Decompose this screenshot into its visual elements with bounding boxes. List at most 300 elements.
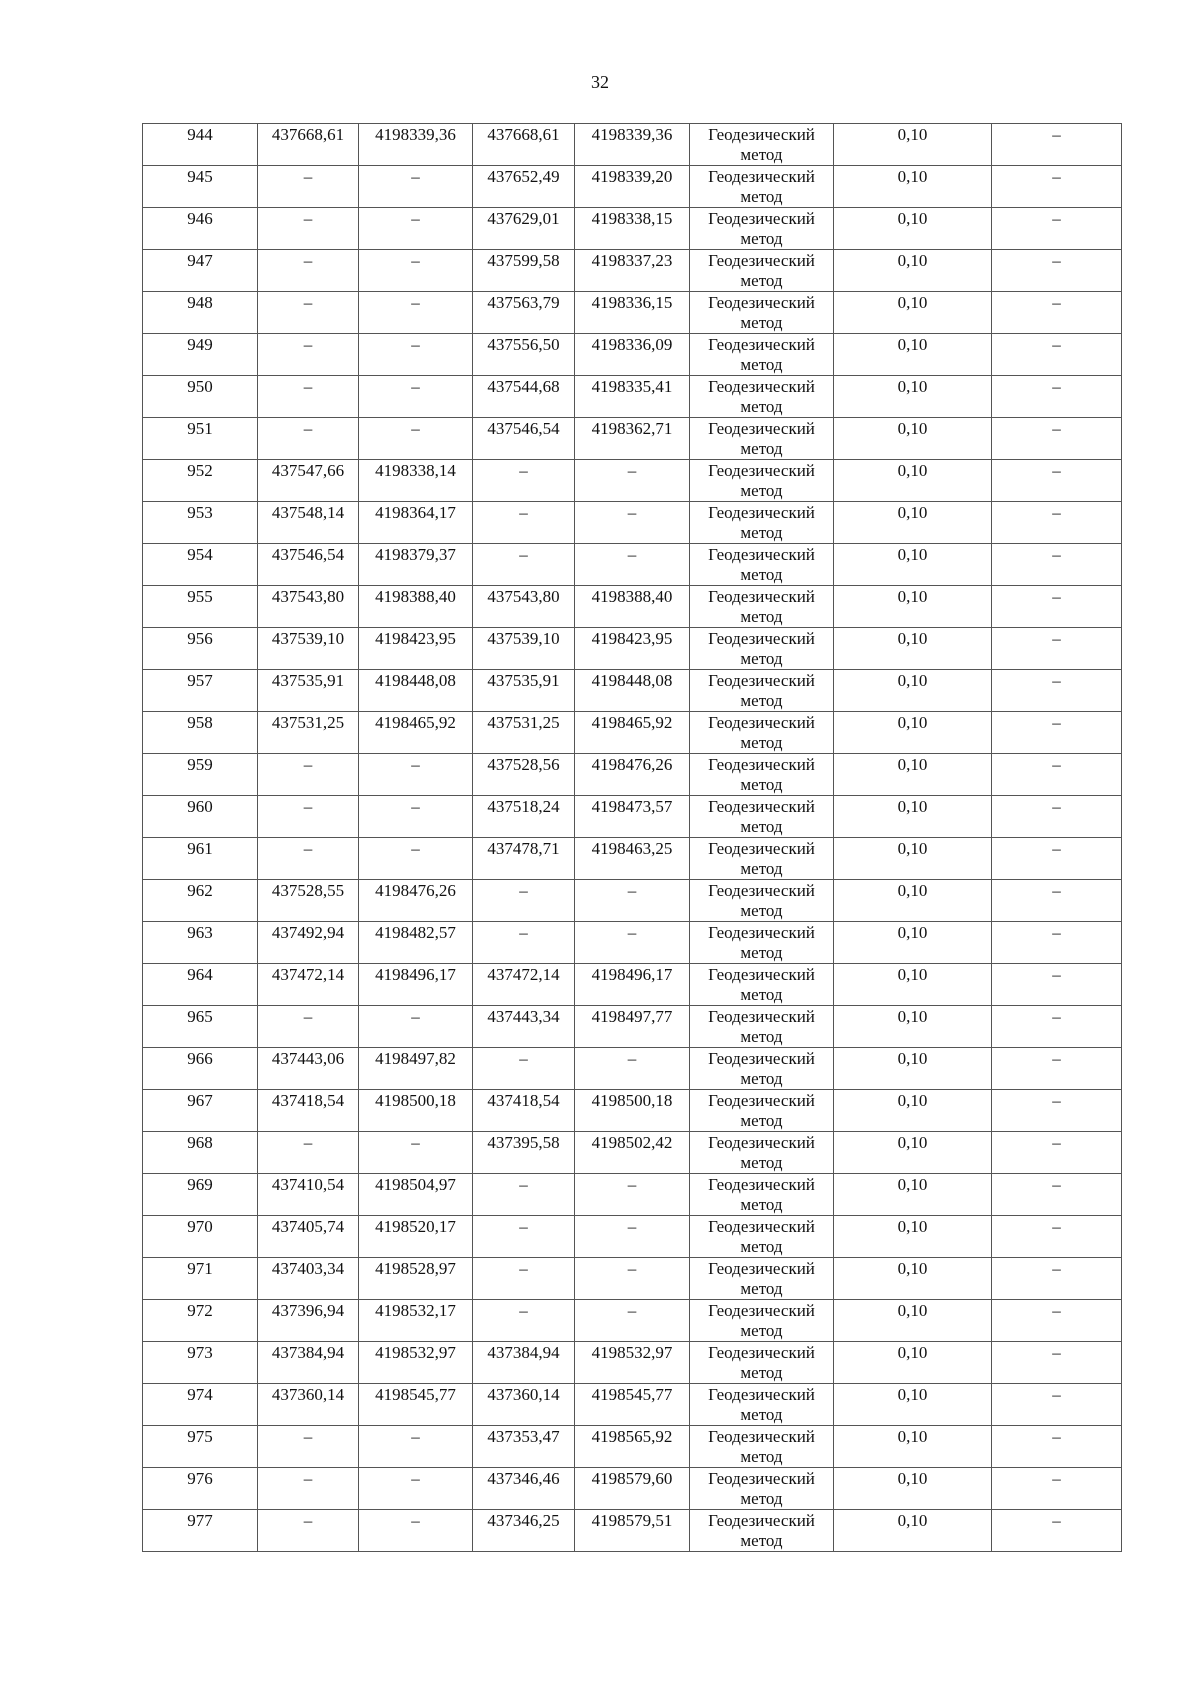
- cell-x-new: 437360,14: [473, 1384, 575, 1426]
- cell-y-old: 4198532,17: [359, 1300, 473, 1342]
- cell-x-new: –: [473, 1174, 575, 1216]
- cell-method: Геодезический метод: [690, 1510, 834, 1552]
- cell-x-old: –: [258, 1426, 359, 1468]
- cell-y-new: –: [575, 460, 690, 502]
- cell-x-new: 437346,25: [473, 1510, 575, 1552]
- cell-y-new: –: [575, 502, 690, 544]
- cell-accuracy: 0,10: [834, 376, 992, 418]
- cell-y-new: 4198339,20: [575, 166, 690, 208]
- cell-x-old: –: [258, 838, 359, 880]
- cell-method: Геодезический метод: [690, 1426, 834, 1468]
- cell-method: Геодезический метод: [690, 670, 834, 712]
- cell-x-old: –: [258, 334, 359, 376]
- cell-x-old: –: [258, 1006, 359, 1048]
- cell-x-old: 437531,25: [258, 712, 359, 754]
- cell-y-old: –: [359, 1426, 473, 1468]
- cell-x-new: –: [473, 1216, 575, 1258]
- cell-y-new: 4198448,08: [575, 670, 690, 712]
- cell-x-new: 437384,94: [473, 1342, 575, 1384]
- table-row: [143, 250, 1122, 292]
- cell-accuracy: 0,10: [834, 712, 992, 754]
- table-row: [143, 1090, 1122, 1132]
- table-row: [143, 796, 1122, 838]
- cell-x-new: 437478,71: [473, 838, 575, 880]
- cell-y-old: 4198496,17: [359, 964, 473, 1006]
- cell-y-old: 4198500,18: [359, 1090, 473, 1132]
- cell-accuracy: 0,10: [834, 1132, 992, 1174]
- cell-accuracy: 0,10: [834, 1174, 992, 1216]
- table-row: [143, 1174, 1122, 1216]
- cell-accuracy: 0,10: [834, 250, 992, 292]
- cell-x-old: 437403,34: [258, 1258, 359, 1300]
- table-row: [143, 1300, 1122, 1342]
- cell-point-number: 953: [143, 502, 258, 544]
- table-row: [143, 1342, 1122, 1384]
- cell-y-new: 4198465,92: [575, 712, 690, 754]
- table-row: [143, 1468, 1122, 1510]
- cell-note: –: [992, 1174, 1122, 1216]
- cell-y-new: 4198362,71: [575, 418, 690, 460]
- cell-y-old: –: [359, 1510, 473, 1552]
- table-row: [143, 292, 1122, 334]
- cell-accuracy: 0,10: [834, 838, 992, 880]
- cell-method: Геодезический метод: [690, 880, 834, 922]
- cell-x-old: 437668,61: [258, 124, 359, 166]
- table-row: [143, 712, 1122, 754]
- cell-point-number: 972: [143, 1300, 258, 1342]
- coordinates-table: [142, 123, 1122, 1552]
- cell-method: Геодезический метод: [690, 460, 834, 502]
- cell-y-new: –: [575, 1174, 690, 1216]
- cell-y-old: 4198532,97: [359, 1342, 473, 1384]
- table-row: [143, 124, 1122, 166]
- cell-y-new: 4198532,97: [575, 1342, 690, 1384]
- cell-note: –: [992, 1132, 1122, 1174]
- page-number: 32: [591, 72, 609, 92]
- cell-y-new: 4198339,36: [575, 124, 690, 166]
- cell-x-old: 437405,74: [258, 1216, 359, 1258]
- cell-accuracy: 0,10: [834, 502, 992, 544]
- cell-note: –: [992, 1384, 1122, 1426]
- cell-x-new: –: [473, 1300, 575, 1342]
- cell-point-number: 965: [143, 1006, 258, 1048]
- table-row: [143, 964, 1122, 1006]
- cell-x-old: 437548,14: [258, 502, 359, 544]
- table-row: [143, 208, 1122, 250]
- cell-y-old: 4198338,14: [359, 460, 473, 502]
- cell-x-old: –: [258, 208, 359, 250]
- cell-point-number: 950: [143, 376, 258, 418]
- cell-y-new: 4198336,15: [575, 292, 690, 334]
- cell-method: Геодезический метод: [690, 586, 834, 628]
- cell-note: –: [992, 1048, 1122, 1090]
- cell-y-old: –: [359, 1006, 473, 1048]
- cell-x-old: 437360,14: [258, 1384, 359, 1426]
- cell-note: –: [992, 208, 1122, 250]
- cell-point-number: 954: [143, 544, 258, 586]
- cell-y-old: –: [359, 376, 473, 418]
- cell-accuracy: 0,10: [834, 1342, 992, 1384]
- cell-y-old: –: [359, 166, 473, 208]
- cell-y-new: 4198565,92: [575, 1426, 690, 1468]
- table-row: [143, 922, 1122, 964]
- cell-note: –: [992, 880, 1122, 922]
- cell-y-new: 4198497,77: [575, 1006, 690, 1048]
- table-row: [143, 376, 1122, 418]
- cell-note: –: [992, 502, 1122, 544]
- cell-y-new: 4198500,18: [575, 1090, 690, 1132]
- cell-note: –: [992, 166, 1122, 208]
- cell-note: –: [992, 1468, 1122, 1510]
- cell-accuracy: 0,10: [834, 1300, 992, 1342]
- cell-x-new: 437546,54: [473, 418, 575, 460]
- table-row: [143, 628, 1122, 670]
- cell-point-number: 949: [143, 334, 258, 376]
- cell-y-old: 4198448,08: [359, 670, 473, 712]
- cell-y-new: 4198336,09: [575, 334, 690, 376]
- cell-accuracy: 0,10: [834, 1006, 992, 1048]
- cell-accuracy: 0,10: [834, 1510, 992, 1552]
- cell-note: –: [992, 838, 1122, 880]
- cell-note: –: [992, 964, 1122, 1006]
- table-row: [143, 1384, 1122, 1426]
- cell-method: Геодезический метод: [690, 922, 834, 964]
- cell-note: –: [992, 1300, 1122, 1342]
- cell-y-new: 4198473,57: [575, 796, 690, 838]
- cell-method: Геодезический метод: [690, 796, 834, 838]
- cell-method: Геодезический метод: [690, 1174, 834, 1216]
- cell-y-new: –: [575, 544, 690, 586]
- cell-x-old: –: [258, 796, 359, 838]
- cell-x-new: –: [473, 880, 575, 922]
- cell-method: Геодезический метод: [690, 250, 834, 292]
- cell-y-old: 4198423,95: [359, 628, 473, 670]
- cell-y-old: –: [359, 754, 473, 796]
- cell-point-number: 971: [143, 1258, 258, 1300]
- cell-x-new: 437563,79: [473, 292, 575, 334]
- cell-x-old: –: [258, 1510, 359, 1552]
- cell-x-old: –: [258, 250, 359, 292]
- cell-method: Геодезический метод: [690, 208, 834, 250]
- cell-y-new: 4198463,25: [575, 838, 690, 880]
- cell-point-number: 962: [143, 880, 258, 922]
- cell-accuracy: 0,10: [834, 1258, 992, 1300]
- table-row: [143, 502, 1122, 544]
- cell-y-old: 4198364,17: [359, 502, 473, 544]
- cell-method: Геодезический метод: [690, 376, 834, 418]
- cell-y-old: –: [359, 208, 473, 250]
- cell-accuracy: 0,10: [834, 1384, 992, 1426]
- cell-note: –: [992, 712, 1122, 754]
- cell-note: –: [992, 1258, 1122, 1300]
- cell-accuracy: 0,10: [834, 922, 992, 964]
- cell-y-old: 4198520,17: [359, 1216, 473, 1258]
- table-row: [143, 670, 1122, 712]
- cell-point-number: 957: [143, 670, 258, 712]
- cell-note: –: [992, 250, 1122, 292]
- cell-point-number: 975: [143, 1426, 258, 1468]
- cell-y-old: –: [359, 418, 473, 460]
- cell-y-old: 4198528,97: [359, 1258, 473, 1300]
- cell-y-old: 4198465,92: [359, 712, 473, 754]
- table-row: [143, 1426, 1122, 1468]
- cell-point-number: 946: [143, 208, 258, 250]
- cell-method: Геодезический метод: [690, 1384, 834, 1426]
- cell-x-new: 437543,80: [473, 586, 575, 628]
- cell-x-new: 437544,68: [473, 376, 575, 418]
- cell-x-new: 437539,10: [473, 628, 575, 670]
- cell-accuracy: 0,10: [834, 586, 992, 628]
- cell-y-new: 4198388,40: [575, 586, 690, 628]
- cell-x-new: 437531,25: [473, 712, 575, 754]
- cell-x-old: 437492,94: [258, 922, 359, 964]
- table-row: [143, 544, 1122, 586]
- cell-note: –: [992, 796, 1122, 838]
- cell-accuracy: 0,10: [834, 796, 992, 838]
- table-body: [143, 124, 1122, 1552]
- cell-y-new: 4198496,17: [575, 964, 690, 1006]
- cell-x-new: 437535,91: [473, 670, 575, 712]
- cell-y-old: 4198388,40: [359, 586, 473, 628]
- cell-x-new: –: [473, 544, 575, 586]
- table-row: [143, 460, 1122, 502]
- cell-accuracy: 0,10: [834, 166, 992, 208]
- cell-x-old: 437472,14: [258, 964, 359, 1006]
- cell-x-new: 437599,58: [473, 250, 575, 292]
- cell-y-old: –: [359, 1468, 473, 1510]
- cell-note: –: [992, 586, 1122, 628]
- cell-point-number: 966: [143, 1048, 258, 1090]
- cell-accuracy: 0,10: [834, 670, 992, 712]
- cell-point-number: 970: [143, 1216, 258, 1258]
- cell-y-new: 4198579,60: [575, 1468, 690, 1510]
- cell-x-old: –: [258, 292, 359, 334]
- cell-method: Геодезический метод: [690, 124, 834, 166]
- cell-point-number: 951: [143, 418, 258, 460]
- cell-note: –: [992, 124, 1122, 166]
- cell-x-new: –: [473, 1258, 575, 1300]
- cell-point-number: 960: [143, 796, 258, 838]
- cell-y-new: –: [575, 1258, 690, 1300]
- cell-note: –: [992, 460, 1122, 502]
- cell-x-old: 437546,54: [258, 544, 359, 586]
- cell-method: Геодезический метод: [690, 166, 834, 208]
- cell-method: Геодезический метод: [690, 1132, 834, 1174]
- cell-point-number: 963: [143, 922, 258, 964]
- table-row: [143, 880, 1122, 922]
- cell-note: –: [992, 1216, 1122, 1258]
- cell-y-old: –: [359, 1132, 473, 1174]
- cell-x-old: –: [258, 1468, 359, 1510]
- cell-point-number: 977: [143, 1510, 258, 1552]
- cell-method: Геодезический метод: [690, 1300, 834, 1342]
- cell-x-old: –: [258, 166, 359, 208]
- cell-note: –: [992, 1090, 1122, 1132]
- cell-x-new: 437346,46: [473, 1468, 575, 1510]
- cell-point-number: 945: [143, 166, 258, 208]
- cell-y-old: 4198476,26: [359, 880, 473, 922]
- cell-point-number: 967: [143, 1090, 258, 1132]
- cell-x-new: 437472,14: [473, 964, 575, 1006]
- cell-accuracy: 0,10: [834, 1216, 992, 1258]
- cell-y-new: 4198337,23: [575, 250, 690, 292]
- cell-x-old: 437528,55: [258, 880, 359, 922]
- cell-method: Геодезический метод: [690, 334, 834, 376]
- cell-point-number: 964: [143, 964, 258, 1006]
- cell-x-old: –: [258, 376, 359, 418]
- cell-point-number: 974: [143, 1384, 258, 1426]
- table-row: [143, 1510, 1122, 1552]
- cell-y-old: 4198339,36: [359, 124, 473, 166]
- cell-method: Геодезический метод: [690, 628, 834, 670]
- cell-method: Геодезический метод: [690, 712, 834, 754]
- cell-accuracy: 0,10: [834, 544, 992, 586]
- cell-accuracy: 0,10: [834, 1048, 992, 1090]
- cell-point-number: 968: [143, 1132, 258, 1174]
- cell-y-new: 4198338,15: [575, 208, 690, 250]
- cell-x-old: 437410,54: [258, 1174, 359, 1216]
- cell-y-old: 4198482,57: [359, 922, 473, 964]
- cell-note: –: [992, 922, 1122, 964]
- cell-accuracy: 0,10: [834, 880, 992, 922]
- cell-point-number: 958: [143, 712, 258, 754]
- cell-point-number: 969: [143, 1174, 258, 1216]
- cell-y-new: 4198476,26: [575, 754, 690, 796]
- cell-accuracy: 0,10: [834, 334, 992, 376]
- cell-method: Геодезический метод: [690, 502, 834, 544]
- cell-y-new: 4198545,77: [575, 1384, 690, 1426]
- cell-accuracy: 0,10: [834, 208, 992, 250]
- cell-accuracy: 0,10: [834, 1468, 992, 1510]
- cell-x-new: 437518,24: [473, 796, 575, 838]
- cell-x-old: –: [258, 1132, 359, 1174]
- table-row: [143, 1258, 1122, 1300]
- table-row: [143, 754, 1122, 796]
- cell-x-old: 437384,94: [258, 1342, 359, 1384]
- cell-accuracy: 0,10: [834, 460, 992, 502]
- cell-y-old: –: [359, 838, 473, 880]
- cell-x-new: –: [473, 460, 575, 502]
- cell-y-old: –: [359, 292, 473, 334]
- cell-y-old: 4198504,97: [359, 1174, 473, 1216]
- cell-y-old: –: [359, 796, 473, 838]
- cell-point-number: 973: [143, 1342, 258, 1384]
- cell-x-new: 437652,49: [473, 166, 575, 208]
- cell-accuracy: 0,10: [834, 754, 992, 796]
- cell-x-new: –: [473, 922, 575, 964]
- cell-point-number: 944: [143, 124, 258, 166]
- table-row: [143, 418, 1122, 460]
- cell-x-old: 437418,54: [258, 1090, 359, 1132]
- cell-note: –: [992, 376, 1122, 418]
- cell-x-new: 437528,56: [473, 754, 575, 796]
- cell-note: –: [992, 1426, 1122, 1468]
- cell-x-new: –: [473, 502, 575, 544]
- cell-note: –: [992, 544, 1122, 586]
- cell-note: –: [992, 1342, 1122, 1384]
- cell-y-new: –: [575, 922, 690, 964]
- cell-method: Геодезический метод: [690, 544, 834, 586]
- cell-point-number: 976: [143, 1468, 258, 1510]
- cell-x-old: 437543,80: [258, 586, 359, 628]
- cell-point-number: 955: [143, 586, 258, 628]
- cell-method: Геодезический метод: [690, 1006, 834, 1048]
- cell-y-new: –: [575, 1300, 690, 1342]
- cell-note: –: [992, 670, 1122, 712]
- cell-note: –: [992, 418, 1122, 460]
- cell-note: –: [992, 292, 1122, 334]
- cell-accuracy: 0,10: [834, 292, 992, 334]
- cell-x-old: 437443,06: [258, 1048, 359, 1090]
- cell-x-old: –: [258, 754, 359, 796]
- cell-y-old: 4198379,37: [359, 544, 473, 586]
- cell-point-number: 959: [143, 754, 258, 796]
- cell-point-number: 948: [143, 292, 258, 334]
- cell-accuracy: 0,10: [834, 964, 992, 1006]
- cell-y-new: 4198423,95: [575, 628, 690, 670]
- cell-note: –: [992, 628, 1122, 670]
- cell-note: –: [992, 1006, 1122, 1048]
- table-row: [143, 586, 1122, 628]
- cell-y-new: 4198502,42: [575, 1132, 690, 1174]
- cell-x-old: 437396,94: [258, 1300, 359, 1342]
- cell-x-new: –: [473, 1048, 575, 1090]
- cell-method: Геодезический метод: [690, 1258, 834, 1300]
- cell-x-new: 437443,34: [473, 1006, 575, 1048]
- table-row: [143, 166, 1122, 208]
- cell-x-old: 437535,91: [258, 670, 359, 712]
- cell-y-old: 4198545,77: [359, 1384, 473, 1426]
- cell-method: Геодезический метод: [690, 1342, 834, 1384]
- cell-method: Геодезический метод: [690, 964, 834, 1006]
- cell-x-new: 437629,01: [473, 208, 575, 250]
- cell-note: –: [992, 334, 1122, 376]
- cell-accuracy: 0,10: [834, 1090, 992, 1132]
- table-row: [143, 1132, 1122, 1174]
- cell-x-new: 437353,47: [473, 1426, 575, 1468]
- cell-accuracy: 0,10: [834, 418, 992, 460]
- cell-y-old: –: [359, 334, 473, 376]
- table-row: [143, 1216, 1122, 1258]
- cell-point-number: 956: [143, 628, 258, 670]
- cell-x-old: 437547,66: [258, 460, 359, 502]
- cell-accuracy: 0,10: [834, 628, 992, 670]
- cell-x-old: 437539,10: [258, 628, 359, 670]
- cell-x-new: 437668,61: [473, 124, 575, 166]
- cell-method: Геодезический метод: [690, 1048, 834, 1090]
- table-row: [143, 1048, 1122, 1090]
- cell-note: –: [992, 1510, 1122, 1552]
- table-row: [143, 838, 1122, 880]
- cell-accuracy: 0,10: [834, 1426, 992, 1468]
- cell-note: –: [992, 754, 1122, 796]
- cell-method: Геодезический метод: [690, 1090, 834, 1132]
- cell-y-new: 4198335,41: [575, 376, 690, 418]
- cell-y-old: 4198497,82: [359, 1048, 473, 1090]
- cell-x-new: 437556,50: [473, 334, 575, 376]
- table-row: [143, 334, 1122, 376]
- cell-y-new: –: [575, 880, 690, 922]
- cell-point-number: 952: [143, 460, 258, 502]
- cell-y-old: –: [359, 250, 473, 292]
- table-row: [143, 1006, 1122, 1048]
- cell-y-new: –: [575, 1216, 690, 1258]
- cell-point-number: 961: [143, 838, 258, 880]
- cell-x-new: 437418,54: [473, 1090, 575, 1132]
- cell-x-old: –: [258, 418, 359, 460]
- cell-y-new: 4198579,51: [575, 1510, 690, 1552]
- cell-accuracy: 0,10: [834, 124, 992, 166]
